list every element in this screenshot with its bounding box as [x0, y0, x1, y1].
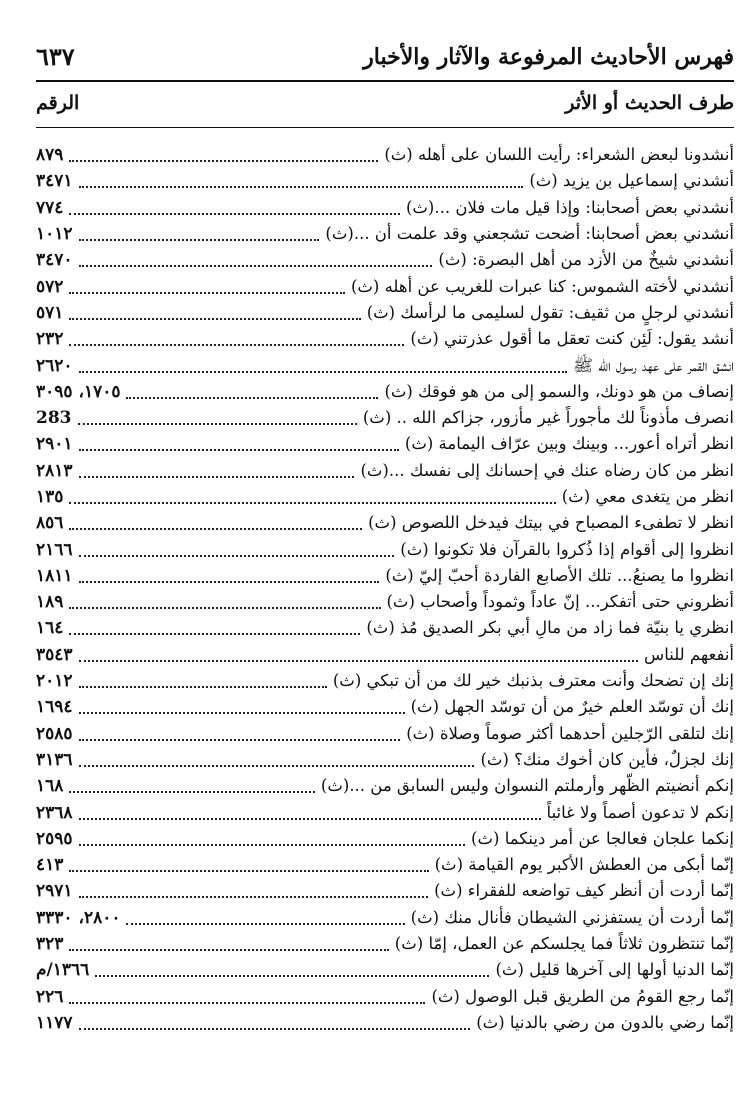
entry-number: ١٠١٢ [36, 224, 73, 245]
dot-leader [79, 757, 475, 767]
dot-leader [69, 625, 360, 635]
index-entry [36, 905, 734, 931]
entry-number: ٣٤٧١ [36, 171, 73, 192]
index-entry [36, 957, 734, 983]
index-entry [36, 878, 734, 904]
dot-leader [95, 967, 489, 977]
entry-number: ١٦٨ [36, 776, 64, 797]
entry-number: ٢٩٠١ [36, 434, 73, 455]
entry-number: ٢٥٨٥ [36, 723, 73, 744]
entry-text: إنّما تنتظرون ثلاثاً فما يجلسكم عن العمل، إمّا (ث) [394, 934, 734, 954]
entry-text: انظري يا بنيّة فما زاد من مالِ أبي بكر الصديق مُذ (ث) [366, 618, 734, 638]
entry-number: ٢٣٢ [36, 329, 64, 350]
entry-number: ٣٤٧٠ [36, 250, 73, 271]
dot-leader [69, 941, 388, 951]
entry-number: ٤١٣ [36, 855, 64, 876]
index-entry [36, 221, 734, 247]
entry-text: أنشدني إسماعيل بن يزيد (ث) [529, 171, 734, 191]
dot-leader [69, 284, 345, 294]
column-heading-number: الرقم [36, 92, 80, 114]
entry-number: ٣٢٣ [36, 934, 64, 955]
entry-text: إنكم لا تدعون أصماً ولا غائباً [546, 802, 734, 822]
dot-leader [126, 915, 404, 925]
dot-leader [79, 468, 355, 478]
entry-text: إنكم أنضيتم الظّهر وأرملتم النسوان وليس السابق من ...(ث) [320, 776, 734, 796]
dot-leader [69, 205, 400, 215]
dot-leader [79, 178, 524, 188]
entry-number: ٥٧١ [36, 302, 64, 323]
entry-text: انظر من كان رضاه عنك في إحسانك إلى نفسك ...(ث) [360, 460, 734, 480]
entry-text: إنك أن توسّد العلم خيرٌ من أن توسّد الجهل (ث) [410, 697, 734, 717]
dot-leader [126, 389, 378, 399]
index-entry [36, 300, 734, 326]
entry-number: ٢٨٠٠، ٣٣٣٠ [36, 907, 121, 928]
index-entry [36, 431, 734, 457]
index-entry [36, 484, 734, 510]
entry-text: انظروا إلى أقوام إذا ذُكروا بالقرآن فلا تكونوا (ث) [400, 539, 734, 559]
index-entry [36, 615, 734, 641]
running-head [36, 38, 734, 78]
entry-number: ٧٧٤ [36, 197, 64, 218]
entry-number: ١١٧٧ [36, 1012, 73, 1033]
dot-leader [69, 336, 404, 346]
index-entry [36, 168, 734, 194]
entry-text: إنصاف من هو دونك، والسمو إلى من هو فوقك (ث) [384, 381, 734, 401]
entry-number: ٨٥٦ [36, 513, 64, 534]
entry-text: إنّما الدنيا أولها إلى آخرها قليل (ث) [495, 960, 734, 980]
entry-number: ٢٠١٢ [36, 671, 73, 692]
entry-text: أنشد يقول: لَئِن كنت تعقل ما أقول عذرتني (ث) [410, 329, 734, 349]
dot-leader [69, 862, 428, 872]
entry-number: ٢٩٧١ [36, 881, 73, 902]
entry-text: انظر من يتغدى معي (ث) [561, 487, 734, 506]
dot-leader [79, 573, 380, 583]
dot-leader [69, 520, 362, 530]
index-entry [36, 589, 734, 615]
entry-number: ١٨٩ [36, 592, 64, 613]
index-entry [36, 195, 734, 221]
index-entry [36, 694, 734, 720]
dot-leader [79, 836, 466, 846]
entry-number: 283 [36, 408, 72, 429]
entry-number: ٢٦٢٠ [36, 355, 73, 376]
index-entry [36, 510, 734, 536]
entry-number: ٨٧٩ [36, 145, 64, 166]
index-entry [36, 799, 734, 825]
page-number: ٦٣٧ [36, 42, 75, 71]
dot-leader [69, 994, 425, 1004]
index-entry [36, 326, 734, 352]
dot-leader [69, 152, 378, 162]
index-entry [36, 747, 734, 773]
dot-leader [79, 810, 541, 820]
dot-leader [69, 599, 380, 609]
header-rule [36, 80, 734, 82]
entry-text: أنظروني حتى أتفكر... إنّ عاداً وثموداً وأصحاب (ث) [386, 592, 734, 612]
dot-leader [79, 257, 433, 267]
index-entry [36, 563, 734, 589]
entry-text: أنفعهم للناس [644, 644, 734, 664]
dot-leader [79, 547, 395, 557]
entry-text: إنّما أبكى من العطش الأكبر يوم القيامة (ث) [434, 855, 734, 875]
entry-text: إنك إن تضحك وأنت معترف بذنبك خير لك من أن تبكي (ث) [332, 671, 734, 691]
entry-number: ٢٢٦ [36, 986, 64, 1007]
index-entry [36, 642, 734, 668]
entry-text: انصرف مأذوناً لك مأجوراً غير مأزور، جزاكم الله .. (ث) [362, 408, 734, 428]
entry-text: انظر لا تطفىء المصباح في بيتك فيدخل اللصوص (ث) [368, 513, 734, 533]
dot-leader [79, 363, 568, 373]
index-entry [36, 142, 734, 168]
index-entry [36, 405, 734, 431]
dot-leader [79, 231, 320, 241]
entry-text: إنكما علجان فعالجا عن أمر دينكما (ث) [471, 828, 734, 848]
index-entry [36, 352, 734, 378]
entry-text: أنشدني شيخٌ من الأزد من أهل البصرة: (ث) [438, 250, 734, 270]
entry-text: إنك لتلقى الرّجلين أحدهما أكثر صوماً وصلاة (ث) [406, 723, 734, 743]
dot-leader [79, 704, 405, 714]
entry-number: ٥٧٢ [36, 276, 64, 297]
entry-number: ١٣٦٦/م [36, 960, 90, 981]
index-entry [36, 458, 734, 484]
entry-text: انشق القمر على عهد رسول الله ﷺ [573, 355, 734, 375]
entry-text: أنشدني لأخته الشموس: كنا عبرات للغريب عن أهله (ث) [350, 276, 734, 296]
index-entry [36, 984, 734, 1010]
entry-number: ٣٥٤٣ [36, 644, 73, 665]
entry-number: ٢٥٩٥ [36, 828, 73, 849]
entry-text: أنشدني بعض أصحابنا: وإذا قيل مات فلان ...(ث) [405, 197, 734, 217]
index-entry [36, 852, 734, 878]
running-title: فهرس الأحاديث المرفوعة والآثار والأخبار [363, 44, 734, 70]
dot-leader [79, 731, 401, 741]
index-entry [36, 379, 734, 405]
index-entry [36, 773, 734, 799]
dot-leader [79, 678, 327, 688]
entry-number: ١٧٠٥، ٣٠٩٥ [36, 381, 121, 402]
entry-number: ٢٨١٣ [36, 460, 73, 481]
column-heading-rule [36, 127, 734, 128]
column-headings [36, 92, 734, 122]
entry-text: انظر أتراه أعور... وبينك وبين عرّاف اليمامة (ث) [404, 434, 734, 454]
dot-leader [79, 441, 399, 451]
index-entry [36, 931, 734, 957]
dot-leader [79, 1020, 471, 1030]
entry-number: ٢١٦٦ [36, 539, 73, 560]
entry-number: ١٦٩٤ [36, 697, 73, 718]
entry-text: إنّما رضي بالدون من رضي بالدنيا (ث) [476, 1012, 734, 1032]
index-entry [36, 1010, 734, 1036]
entry-text: إنّما أردت أن يستفزني الشيطان فأنال منك (ث) [410, 907, 734, 927]
entry-number: ٣١٣٦ [36, 749, 73, 770]
index-entry [36, 536, 734, 562]
dot-leader [69, 783, 315, 793]
index-entry [36, 721, 734, 747]
dot-leader [78, 415, 357, 425]
entry-number: ١٨١١ [36, 565, 73, 586]
entry-text: انظروا ما يصنعُ... تلك الأصابع الفاردة أحبّ إليّ (ث) [385, 565, 734, 585]
index-entry [36, 826, 734, 852]
entry-text: إنك لجزلٌ، فأين كان أخوك منك؟ (ث) [480, 749, 734, 769]
entry-number: ٢٣٦٨ [36, 802, 73, 823]
entry-text: أنشدني بعض أصحابنا: أضحت تشجعني وقد علمت أن ...(ث) [325, 224, 734, 244]
dot-leader [69, 494, 555, 504]
entry-text: أنشدني لرجلٍ من ثقيف: تقول لسليمى ما لرأسك (ث) [366, 302, 734, 322]
index-entry [36, 273, 734, 299]
entry-number: ١٦٤ [36, 618, 64, 639]
dot-leader [69, 310, 360, 320]
entry-text: إنّما رجع القومُ من الطريق قبل الوصول (ث) [431, 986, 734, 1006]
entry-number: ١٣٥ [36, 487, 64, 507]
index-entries [36, 142, 734, 1036]
dot-leader [79, 652, 639, 662]
entry-text: إنّما أردت أن أنظر كيف تواضعه للفقراء (ث) [434, 881, 734, 901]
column-heading-text: طرف الحديث أو الأثر [565, 92, 734, 114]
index-entry [36, 668, 734, 694]
entry-text: أنشدونا لبعض الشعراء: رأيت اللسان على أهله (ث) [384, 145, 734, 165]
dot-leader [79, 888, 429, 898]
index-entry [36, 247, 734, 273]
